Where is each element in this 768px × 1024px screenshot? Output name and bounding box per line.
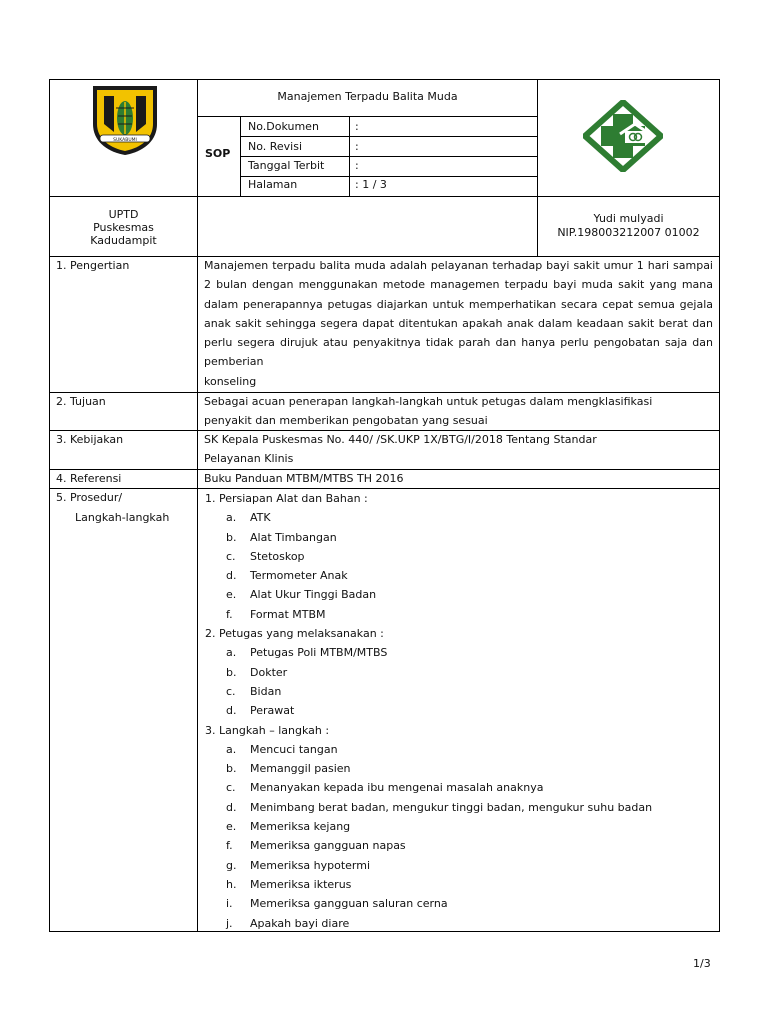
field-value-norevisi: : <box>355 140 359 153</box>
list-item-text: Bidan <box>250 684 282 698</box>
list-item <box>205 914 715 933</box>
field-value-nodokumen: : <box>355 120 359 133</box>
list-item <box>205 701 715 720</box>
field-row-line-2 <box>240 156 538 157</box>
list-item-text: Mencuci tangan <box>250 742 338 756</box>
list-marker: b. <box>226 665 237 679</box>
list-marker: d. <box>226 569 237 583</box>
list-item <box>205 798 715 817</box>
field-value-halaman: : 1 / 3 <box>355 178 387 191</box>
section-label-tujuan: 2. Tujuan <box>56 395 106 408</box>
field-label-halaman: Halaman <box>248 178 298 191</box>
list-item-text: Apakah bayi diare <box>250 916 350 930</box>
list-item-text: Memeriksa gangguan saluran cerna <box>250 897 448 911</box>
field-value-tanggal: : <box>355 159 359 172</box>
tujuan-last-line: penyakit dan memberikan pengobatan yang sesuai <box>204 414 488 428</box>
list-marker: a. <box>226 646 237 660</box>
kebijakan-body: SK Kepala Puskesmas No. 440/ /SK.UKP 1X/BTG/I/2018 Tentang Standar <box>204 433 597 446</box>
emblem-seal-text: SUKABUMI <box>113 138 137 143</box>
row-line-kebijakan <box>49 469 720 470</box>
section-label-kebijakan: 3. Kebijakan <box>56 433 124 446</box>
list-item-text: Petugas Poli MTBM/MTBS <box>250 646 388 660</box>
list-marker: b. <box>226 530 237 544</box>
list-item <box>205 643 715 662</box>
list-item <box>205 778 715 797</box>
field-label-nodokumen: No.Dokumen <box>248 120 319 133</box>
sop-label: SOP <box>205 147 231 160</box>
list-item-text: Memeriksa kejang <box>250 820 351 834</box>
list-item <box>205 740 715 759</box>
list-marker: a. <box>226 742 237 756</box>
pengertian-last-line: konseling <box>204 374 257 388</box>
list-item-text: Memanggil pasien <box>250 762 351 776</box>
puskesmas-logo <box>583 100 663 172</box>
list-item <box>205 528 715 547</box>
list-marker: c. <box>226 781 236 795</box>
list-marker: g. <box>226 858 237 872</box>
org-line-1: UPTD <box>108 208 139 221</box>
list-marker: d. <box>226 800 237 814</box>
list-marker: f. <box>226 839 233 853</box>
list-item <box>205 605 715 624</box>
tujuan-body: Sebagai acuan penerapan langkah-langkah untuk petugas dalam mengklasifikasi <box>204 395 653 408</box>
list-item <box>205 566 715 585</box>
list-item-text: Dokter <box>250 665 288 679</box>
section-label-referensi: 4. Referensi <box>56 472 122 485</box>
list-marker: c. <box>226 549 236 563</box>
list-marker: f. <box>226 607 233 621</box>
signer-nip: NIP.198003212007 01002 <box>557 226 700 239</box>
list-item-text: Memeriksa gangguan napas <box>250 839 406 853</box>
field-row-line-1 <box>240 136 538 137</box>
list-item <box>205 875 715 894</box>
list-item-text: Memeriksa ikterus <box>250 877 352 891</box>
section-label-prosedur: 5. Prosedur/ <box>56 491 123 504</box>
table-border-right <box>719 79 720 932</box>
list-item <box>205 508 715 527</box>
title-underline <box>197 116 538 117</box>
kebijakan-last-line: Pelayanan Klinis <box>204 452 294 466</box>
list-item-text: Format MTBM <box>250 607 326 621</box>
section-text-tujuan <box>204 392 713 431</box>
section-text-kebijakan <box>204 430 713 469</box>
field-label-norevisi: No. Revisi <box>248 140 303 153</box>
group-heading-petugas: 2. Petugas yang melaksanakan : <box>205 627 384 641</box>
list-marker: j. <box>226 916 233 930</box>
group-heading-langkah: 3. Langkah – langkah : <box>205 723 330 737</box>
table-border-top <box>49 79 720 80</box>
list-item-text: Menimbang berat badan, mengukur tinggi badan, mengukur suhu badan <box>250 800 653 814</box>
field-row-line-3 <box>240 176 538 177</box>
list-item <box>205 894 715 913</box>
list-item <box>205 663 715 682</box>
section-label-langkah: Langkah-langkah <box>75 511 170 524</box>
field-label-tanggal: Tanggal Terbit <box>248 159 325 172</box>
signer-name: Yudi mulyadi <box>593 212 664 225</box>
list-item-text: Alat Timbangan <box>250 530 337 544</box>
document-title: Manajemen Terpadu Balita Muda <box>277 90 458 103</box>
list-item <box>205 585 715 604</box>
list-item-text: ATK <box>250 511 271 525</box>
list-item <box>205 856 715 875</box>
regency-emblem <box>90 84 160 156</box>
list-marker: a. <box>226 511 237 525</box>
list-item-text: Perawat <box>250 704 295 718</box>
list-item-text: Memeriksa hypotermi <box>250 858 371 872</box>
page-number: 1/3 <box>693 957 711 970</box>
list-item-text: Menanyakan kepada ibu mengenai masalah anaknya <box>250 781 544 795</box>
list-marker: c. <box>226 684 236 698</box>
list-marker: d. <box>226 704 237 718</box>
list-item-text: Stetoskop <box>250 549 305 563</box>
list-item <box>205 547 715 566</box>
table-border-left <box>49 79 50 932</box>
list-item-text: Alat Ukur Tinggi Badan <box>250 588 377 602</box>
section-text-pengertian <box>204 256 713 391</box>
list-marker: h. <box>226 877 237 891</box>
list-marker: b. <box>226 762 237 776</box>
list-marker: e. <box>226 588 237 602</box>
org-line-3: Kadudampit <box>90 234 157 247</box>
procedure-list <box>205 489 715 933</box>
row-line-header <box>49 196 720 197</box>
org-line-2: Puskesmas <box>93 221 154 234</box>
list-item <box>205 682 715 701</box>
list-item <box>205 759 715 778</box>
list-marker: e. <box>226 820 237 834</box>
group-heading-persiapan: 1. Persiapan Alat dan Bahan : <box>205 492 368 505</box>
list-item <box>205 836 715 855</box>
list-marker: i. <box>226 897 233 911</box>
section-label-pengertian: 1. Pengertian <box>56 259 130 272</box>
list-item-text: Termometer Anak <box>250 569 348 583</box>
col-divider-1 <box>197 79 198 932</box>
section-text-referensi: Buku Panduan MTBM/MTBS TH 2016 <box>204 472 404 485</box>
list-item <box>205 817 715 836</box>
pengertian-body: Manajemen terpadu balita muda adalah pelayanan terhadap bayi sakit umur 1 hari sampai 2 bulan dengan menggunakan metode managemen terpadu bayi muda sakit yang mana dalam penerapannya petugas diajarkan untuk memperhatikan secara cepat semua gejala anak sakit sehingga segera dapat ditentukan apakah anak dalam keadaan sakit berat dan perlu segera dirujuk atau penyakitnya tidak parah dan hanya perlu pengobatan saja dan pemberian <box>204 259 713 369</box>
